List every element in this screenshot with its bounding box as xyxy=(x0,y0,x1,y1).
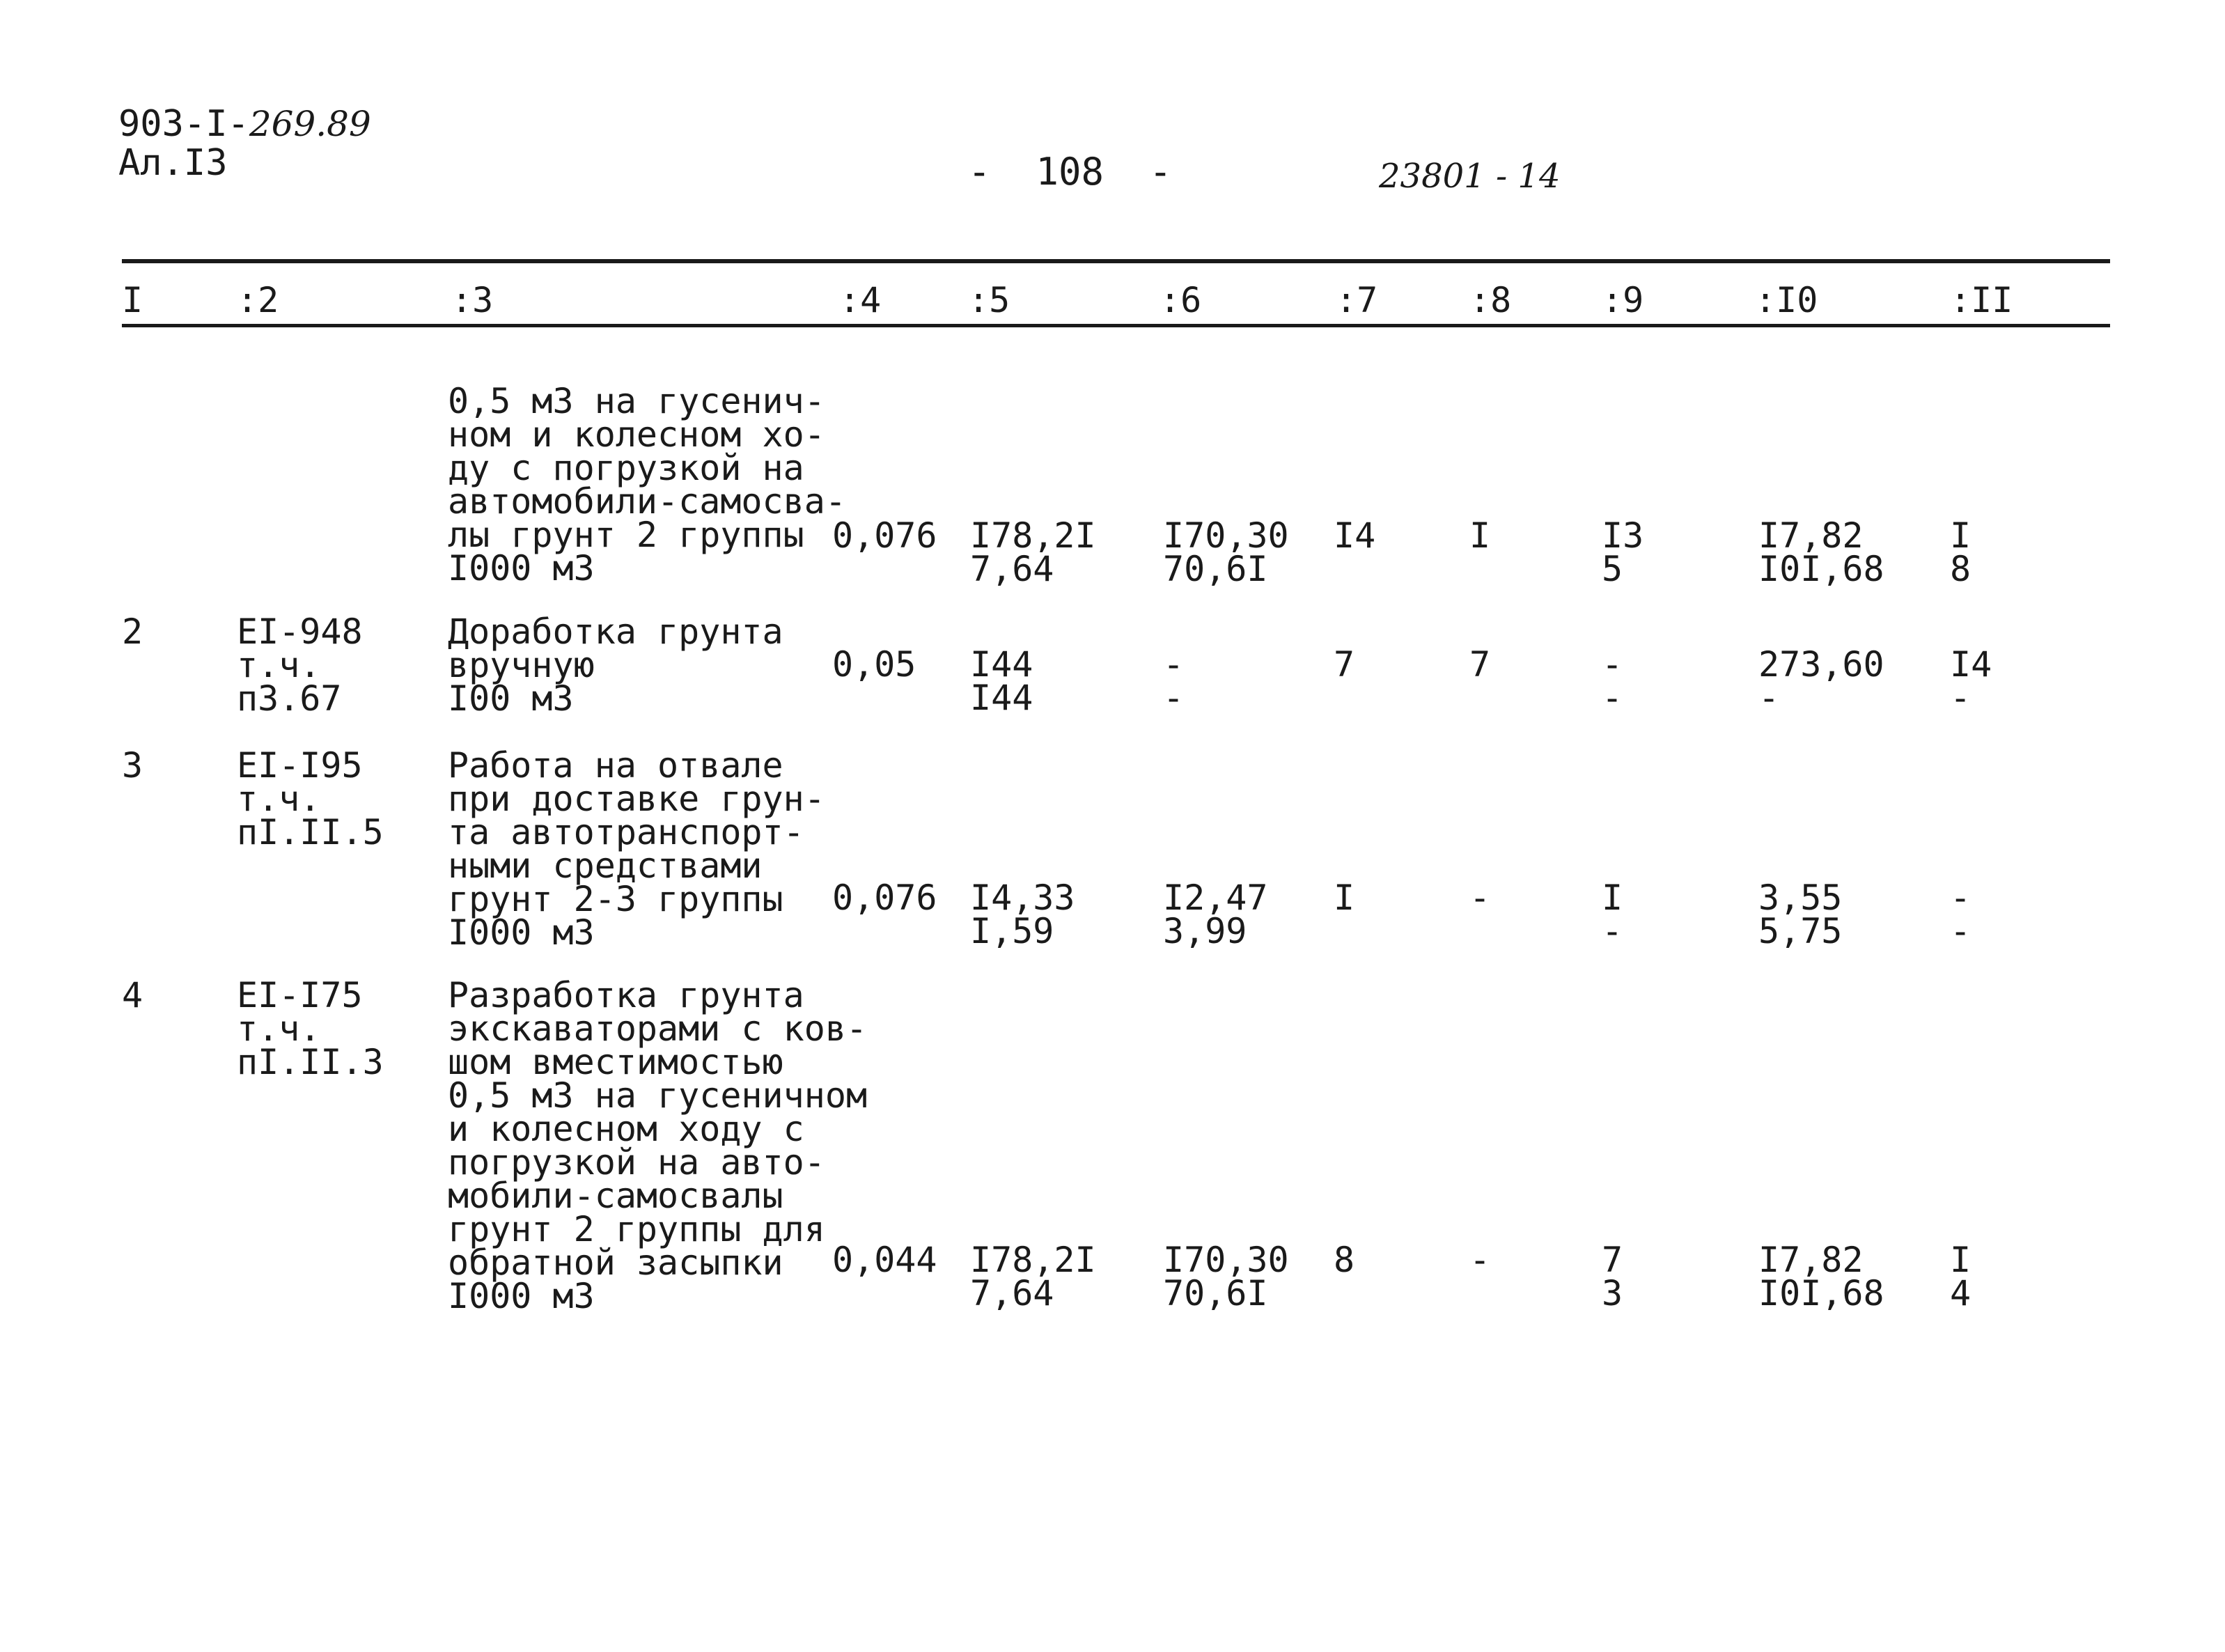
row2-description: Доработка грунта вручную I00 м3 xyxy=(448,611,783,719)
row3-col4: 0,076 xyxy=(832,878,937,918)
col-header-4: :4 xyxy=(839,280,882,320)
col-header-8: :8 xyxy=(1469,280,1512,320)
sheet-label: Ал.I3 xyxy=(118,142,228,184)
row3-col6: I2,47 3,99 xyxy=(1163,878,1268,951)
row4-col9: 7 3 xyxy=(1602,1240,1623,1314)
row2-number: 2 xyxy=(122,611,143,652)
col-header-2: :2 xyxy=(237,280,279,320)
row2-col9: - - xyxy=(1602,644,1623,718)
row4-code: EI-I75 т.ч. пI.II.3 xyxy=(237,975,384,1082)
document-code: 23801 - 14 xyxy=(1379,157,1561,196)
row4-col6: I70,30 70,6I xyxy=(1163,1240,1289,1314)
row1-col8: I xyxy=(1469,515,1491,556)
col-header-3: :3 xyxy=(451,280,494,320)
row3-number: 3 xyxy=(122,745,143,786)
row2-col4: 0,05 xyxy=(832,644,916,685)
row2-col6: - - xyxy=(1163,644,1185,718)
row3-code: EI-I95 т.ч. пI.II.5 xyxy=(237,745,384,852)
row2-col8: 7 xyxy=(1469,644,1491,685)
row3-description: Работа на отвале при доставке грун- та автотранспорт- ными средствами грунт 2-3 группы I000 м3 xyxy=(448,745,825,953)
col-header-11: :II xyxy=(1950,280,2013,320)
row4-col10: I7,82 I0I,68 xyxy=(1758,1240,1884,1314)
document-number xyxy=(118,104,371,143)
doc-suffix-handwritten: 269.89 xyxy=(249,104,371,144)
row2-col10: 273,60 - xyxy=(1758,644,1884,718)
row4-col11: I 4 xyxy=(1950,1240,1972,1314)
row1-col6: I70,30 70,6I xyxy=(1163,515,1289,589)
doc-prefix: 903-I- xyxy=(118,103,249,145)
row2-col7: 7 xyxy=(1334,644,1355,685)
row3-col5: I4,33 I,59 xyxy=(970,878,1075,951)
row4-col4: 0,044 xyxy=(832,1240,937,1280)
header-rule xyxy=(122,324,2110,327)
row4-col5: I78,2I 7,64 xyxy=(970,1240,1096,1314)
row3-col10: 3,55 5,75 xyxy=(1758,878,1843,951)
row1-col10: I7,82 I0I,68 xyxy=(1758,515,1884,589)
row3-col7: I xyxy=(1334,878,1355,918)
top-rule xyxy=(122,259,2110,263)
row3-col11: - - xyxy=(1950,878,1972,951)
row1-col4: 0,076 xyxy=(832,515,937,556)
col-header-7: :7 xyxy=(1336,280,1378,320)
row1-description: 0,5 м3 на гусенич- ном и колесном хо- ду с погрузкой на автомобили-самосва- лы грунт 2 группы I000 м3 xyxy=(448,381,846,589)
row1-col5: I78,2I 7,64 xyxy=(970,515,1096,589)
row2-col5: I44 I44 xyxy=(970,644,1033,718)
row2-col11: I4 - xyxy=(1950,644,1992,718)
page-number: - 108 - xyxy=(968,150,1172,194)
col-header-5: :5 xyxy=(968,280,1010,320)
row4-col7: 8 xyxy=(1334,1240,1355,1280)
col-header-9: :9 xyxy=(1602,280,1644,320)
row1-col9: I3 5 xyxy=(1602,515,1644,589)
row3-col9: I - xyxy=(1602,878,1623,951)
col-header-1: I xyxy=(122,280,143,320)
row4-description: Разработка грунта экскаваторами с ков- шом вместимостью 0,5 м3 на гусеничном и колесном ходу с погрузкой на авто- мобили-самосвалы грунт 2 группы для обратной засыпки I000 м3 xyxy=(448,975,868,1316)
row4-number: 4 xyxy=(122,975,143,1015)
row2-code: EI-948 т.ч. п3.67 xyxy=(237,611,363,719)
col-header-6: :6 xyxy=(1160,280,1202,320)
row1-col7: I4 xyxy=(1334,515,1376,556)
col-header-10: :I0 xyxy=(1755,280,1818,320)
row3-col8: - xyxy=(1469,878,1491,918)
row1-col11: I 8 xyxy=(1950,515,1972,589)
row4-col8: - xyxy=(1469,1240,1491,1280)
